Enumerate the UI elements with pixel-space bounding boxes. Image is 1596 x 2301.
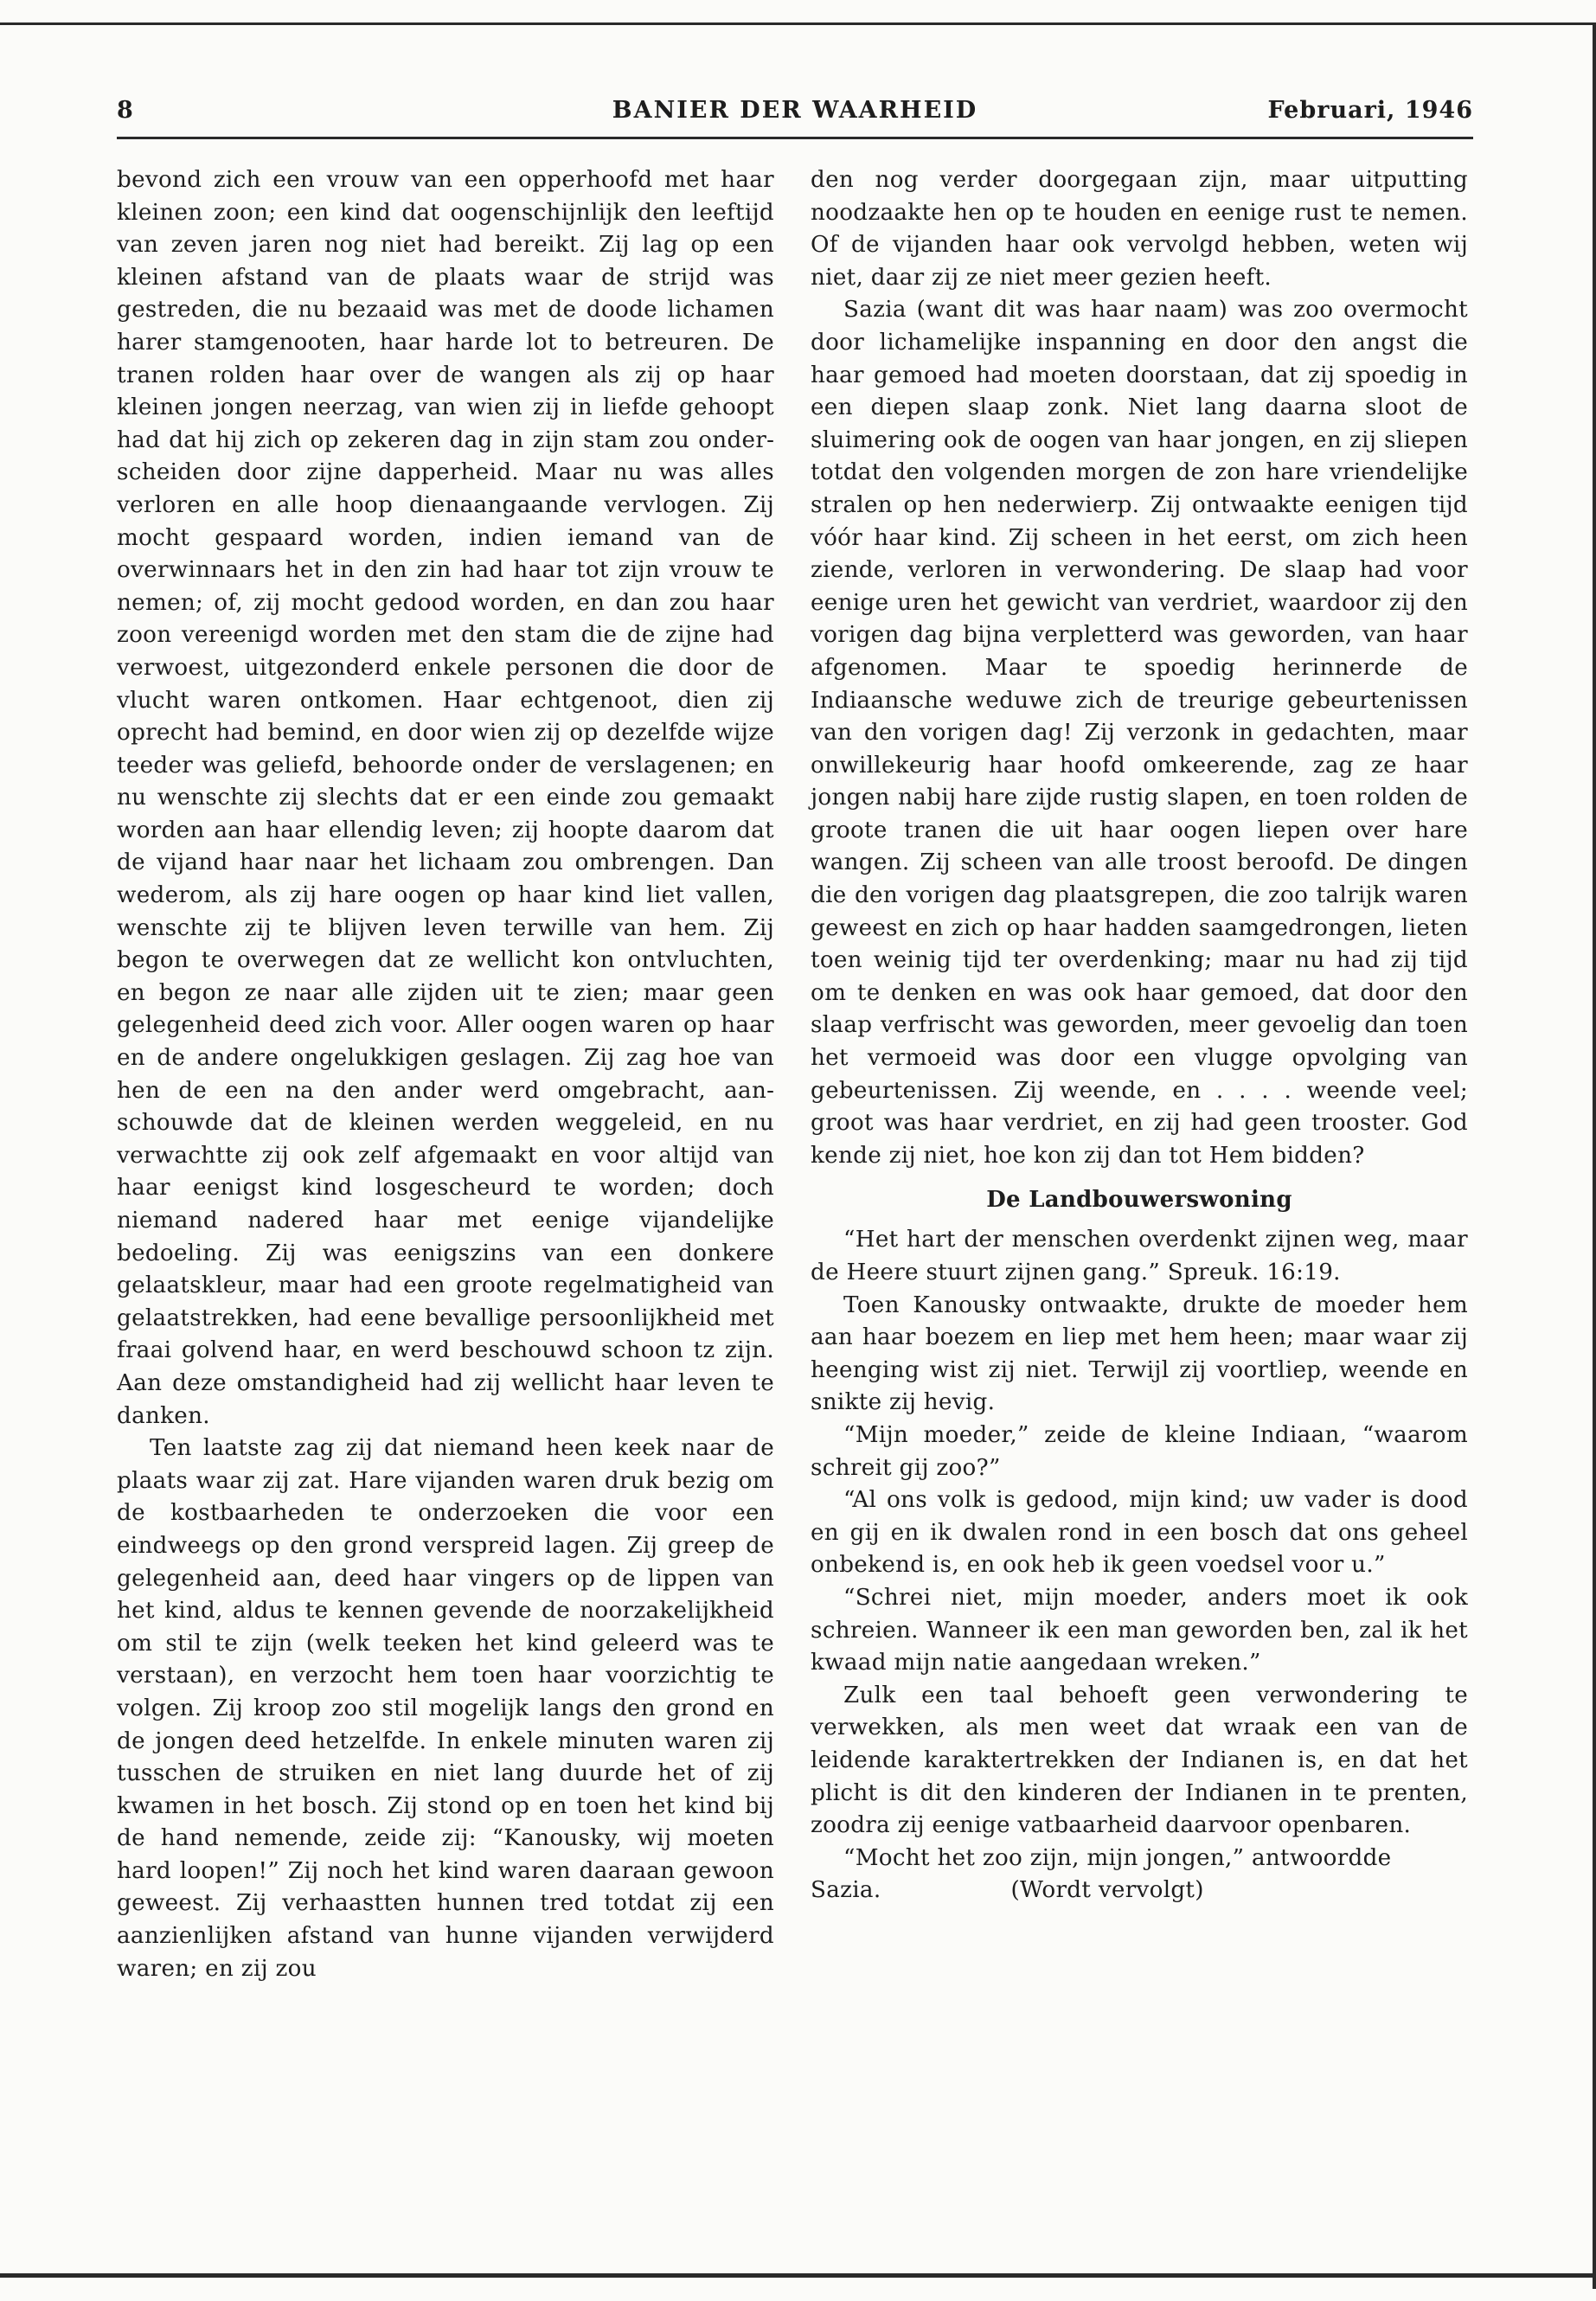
issue-date: Februari, 1946 <box>1267 97 1473 124</box>
paragraph: Ten laatste zag zij dat niemand heen keek naar de plaats waar zij zat. Hare vijanden waren druk bezig om de kostbaarheden te onderzoeken die voor een eindweegs op den grond verspreid lagen. Zij greep de gelegenheid aan, deed haar vingers op de lippen van het kind, aldus te kennen gevende de noorzakelijkheid om stil te zijn (welk teeken het kind geleerd was te verstaan), en verzocht hem toen haar voorzichtig te volgen. Zij kroop zoo stil mogelijk langs den grond en de jongen deed hetzelfde. In enkele minuten waren zij tusschen de struiken en niet lang duurde het of zij kwamen in het bosch. Zij stond op en toen het kind bij de hand nemende, zeide zij: “Kanousky, wij moeten hard loopen!” Zij noch het kind waren daaraan gewoon geweest. Zij verhaastten hunnen tred totdat zij een aanzienlijken afstand van hunne vijanden verwijderd waren; en zij zou <box>117 1435 774 1982</box>
left-column <box>117 164 774 1985</box>
right-border-rule <box>1593 22 1596 2289</box>
bottom-border-rule <box>0 2273 1596 2278</box>
top-border-rule <box>0 22 1596 25</box>
to-be-continued-note: (Wordt vervolgt) <box>1010 1877 1204 1904</box>
paragraph: bevond zich een vrouw van een opperhoofd met haar kleinen zoon; een kind dat oogenschijnlijk den leeftijd van zeven jaren nog niet had bereikt. Zij lag op een kleinen afstand van de plaats waar de strijd was gestreden, die nu bezaaid was met de doode lichamen harer stamgenooten, haar harde lot to betreuren. De tranen rolden haar over de wangen als zij op haar kleinen jongen neerzag, van wien zij in liefde gehoopt had dat hij zich op zekeren dag in zijn stam zou onderscheiden door zijne dapperheid. Maar nu was alles verloren en alle hoop dienaangaande vervlogen. Zij mocht gespaard worden, indien iemand van de overwinnaars het in den zin had haar tot zijn vrouw te nemen; of, zij mocht gedood worden, en dan zou haar zoon vereenigd worden met den stam die de zijne had verwoest, uitgezonderd enkele personen die door de vlucht waren ontkomen. Haar echtgenoot, dien zij oprecht had bemind, en door wien zij op dezelfde wijze teeder was geliefd, behoorde onder de verslagenen; en nu wenschte zij slechts dat er een einde zou gemaakt worden aan haar ellendig leven; zij hoopte daarom dat de vijand haar naar het lichaam zou ombrengen. Dan wederom, als zij hare oogen op haar kind liet vallen, wenschte zij te blijven leven terwille van hem. Zij begon te overwegen dat ze wellicht kon ontvluchten, en begon ze naar alle zijden uit te zien; maar geen gelegenheid deed zich voor. Aller oogen waren op haar en de andere ongelukkigen geslagen. Zij zag hoe van hen de een na den ander werd omgebracht, aanschouwde dat de kleinen werden weggeleid, en nu verwachtte zij ook zelf afgemaakt en voor altijd van haar eenigst kind losgescheurd te worden; doch niemand nadered haar met eenige vijandelijke bedoeling. Zij was eenigszins van een donkere gelaatskleur, maar had een groote regelmatigheid van gelaatstrekken, had eene bevallige persoonlijkheid met fraai golvend haar, en werd beschouwd schoon tz zijn. Aan deze omstandigheid had zij wellicht haar leven te danken. <box>117 167 774 1429</box>
paragraph: den nog verder doorgegaan zijn, maar uitputting noodzaakte hen op te houden en eenige rust te nemen. Of de vijanden haar ook vervolgd hebben, weten wij niet, daar zij ze niet meer gezien heeft. <box>811 167 1468 291</box>
paragraph: “Al ons volk is gedood, mijn kind; uw vader is dood en gij en ik dwalen rond in een bosch dat ons geheel onbekend is, en ook heb ik geen voedsel voor u.” <box>811 1487 1468 1579</box>
paragraph: Zulk een taal behoeft geen verwondering te verwekken, als men weet dat wraak een van de leidende karaktertrekken der Indianen is, en dat het plicht is dit den kinderen der Indianen in te prenten, zoodra zij eenige vatbaarheid daarvoor openbaren. <box>811 1682 1468 1839</box>
paragraph: Sazia (want dit was haar naam) was zoo overmocht door lichamelijke inspanning en door den angst die haar gemoed had moeten doorstaan, dat zij spoedig in een diepen slaap zonk. Niet lang daarna sloot de sluimering ook de oogen van haar jongen, en zij sliepen totdat den volgenden morgen de zon hare vriendelijke stralen op hen nederwierp. Zij ontwaakte eenigen tijd vóór haar kind. Zij scheen in het eerst, om zich heen ziende, verloren in verwondering. De slaap had voor eenige uren het gewicht van verdriet, waardoor zij den vorigen dag bijna verpletterd was geworden, van haar afgenomen. Maar te spoedig herinnerde de Indiaansche weduwe zich de treurige gebeurtenissen van den vorigen dag! Zij verzonk in gedachten, maar onwillekeurig haar hoofd omkeerende, zag ze haar jongen nabij hare zijde rustig slapen, en toen rolden de groote tranen die uit haar oogen liepen over hare wangen. Zij scheen van alle troost beroofd. De dingen die den vorigen dag plaatsgrepen, die zoo talrijk waren geweest en zich op haar hadden saamgedrongen, lieten toen weinig tijd ter overdenking; maar nu had zij tijd om te denken en was ook haar gemoed, dat door den slaap verfrischt was geworden, meer gevoelig dan toen het vermoeid was door een vlugge opvolging van gebeurtenissen. Zij weende, en . . . . weende veel; groot was haar verdriet, en zij had geen trooster. God kende zij niet, hoe kon zij dan tot Hem bidden? <box>811 297 1468 1169</box>
epigraph: “Het hart der menschen overdenkt zijnen weg, maar de Heere stuurt zijnen gang.” Spreuk. 16:19. <box>811 1227 1468 1285</box>
page-number: 8 <box>117 97 134 124</box>
page-header <box>117 97 1473 131</box>
paragraph: “Mocht het zoo zijn, mijn jongen,” antwoordde <box>843 1844 1392 1871</box>
closing-word: Sazia. <box>811 1877 881 1904</box>
closing-line <box>811 1875 1468 1907</box>
newspaper-title: BANIER DER WAARHEID <box>612 97 978 124</box>
header-rule <box>117 137 1473 139</box>
paragraph: “Schrei niet, mijn moeder, anders moet ik ook schreien. Wanneer ik een man geworden ben, zal ik het kwaad mijn natie aangedaan wreken.” <box>811 1584 1468 1676</box>
right-column <box>811 164 1468 1907</box>
paragraph: Toen Kanousky ontwaakte, drukte de moeder hem aan haar boezem en liep met hem heen; maar waar zij heenging wist zij niet. Terwijl zij voortliep, weende en snikte zij hevig. <box>811 1292 1468 1416</box>
paragraph: “Mijn moeder,” zeide de kleine Indiaan, “waarom schreit gij zoo?” <box>811 1421 1468 1481</box>
section-heading: De Landbouwerswoning <box>986 1187 1292 1214</box>
